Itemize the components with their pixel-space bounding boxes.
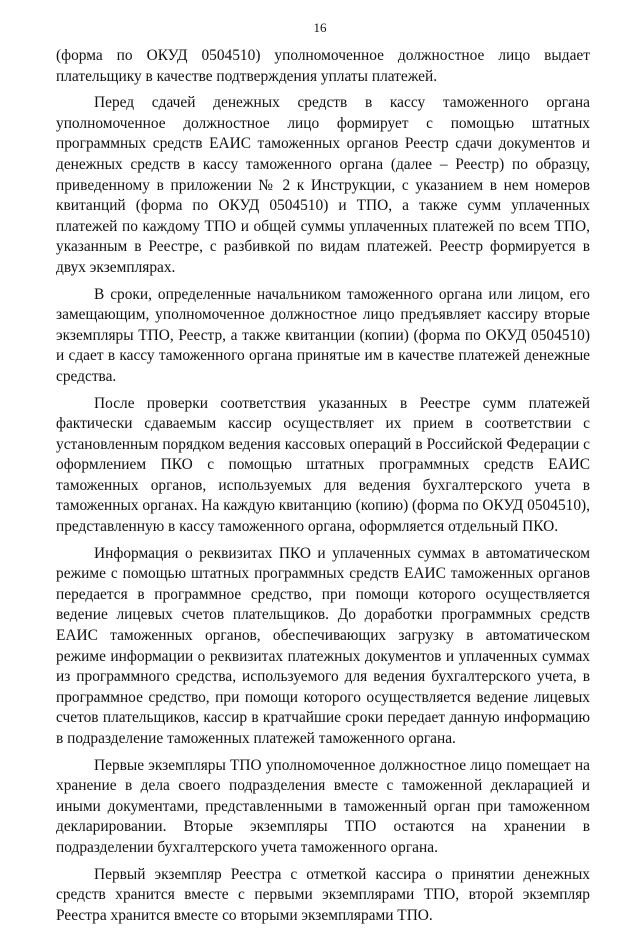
paragraph-1: (форма по ОКУД 0504510) уполномоченное должностное лицо выдает плательщику в качестве подтверждения уплаты платежей. xyxy=(56,47,590,85)
page-number: 16 xyxy=(313,20,327,35)
paragraph-6: Первые экземпляры ТПО уполномоченное должностное лицо помещает на хранение в дела своего подразделения вместе с таможенной декларацией и иными документами, представленными в таможенный орган при таможенном декларировании. Вторые экземпляры ТПО остаются на хранении в подразделении бухгалтерского учета таможенного органа. xyxy=(56,756,590,856)
paragraph-3: В сроки, определенные начальником таможенного органа или лицом, его замещающим, уполномоченное должностное лицо предъявляет кассиру вторые экземпляры ТПО, Реестр, а также квитанции (копии) (форма по ОКУД 0504510) и сдает в кассу таможенного органа принятые им в качестве платежей денежные средства. xyxy=(56,285,590,385)
paragraph-5: Информация о реквизитах ПКО и уплаченных суммах в автоматическом режиме с помощью штатных программных средств ЕАИС таможенных органов передается в программное средство, при помощи которого осуществляется ведение лицевых счетов плательщиков. До доработки программных средств ЕАИС таможенных органов, обеспечивающих загрузку в автоматическом режиме информации о реквизитах платежных документов и уплаченных суммах из программного средства, используемого для ведения бухгалтерского учета, в программное средство, при помощи которого осуществляется ведение лицевых счетов плательщиков, кассир в кратчайшие сроки передает данную информацию в подразделение таможенных платежей таможенного органа. xyxy=(56,544,590,747)
paragraph-7: Первый экземпляр Реестра с отметкой кассира о принятии денежных средств хранится вместе с первыми экземплярами ТПО, второй экземпляр Реестра хранится вместе со вторыми экземплярами ТПО. xyxy=(56,865,590,924)
paragraph-2: Перед сдачей денежных средств в кассу таможенного органа уполномоченное должностное лицо формирует с помощью штатных программных средств ЕАИС таможенных органов Реестр сдачи документов и денежных средств в кассу таможенного органа (далее – Реестр) по образцу, приведенному в приложении № 2 к Инструкции, с указанием в нем номеров квитанций (форма по ОКУД 0504510) и ТПО, а также сумм уплаченных платежей по каждому ТПО и общей суммы уплаченных платежей по всем ТПО, указанным в Реестре, с разбивкой по видам платежей. Реестр формируется в двух экземплярах. xyxy=(56,94,590,276)
paragraph-4: После проверки соответствия указанных в Реестре сумм платежей фактически сдаваемым кассир осуществляет их прием в соответствии с установленным порядком ведения кассовых операций в Российской Федерации с оформлением ПКО с помощью штатных программных средств ЕАИС таможенных органов, используемых для ведения бухгалтерского учета в таможенных органах. На каждую квитанцию (копию) (форма по ОКУД 0504510), представленную в кассу таможенного органа, оформляется отдельный ПКО. xyxy=(56,394,590,536)
document-body xyxy=(56,46,590,932)
